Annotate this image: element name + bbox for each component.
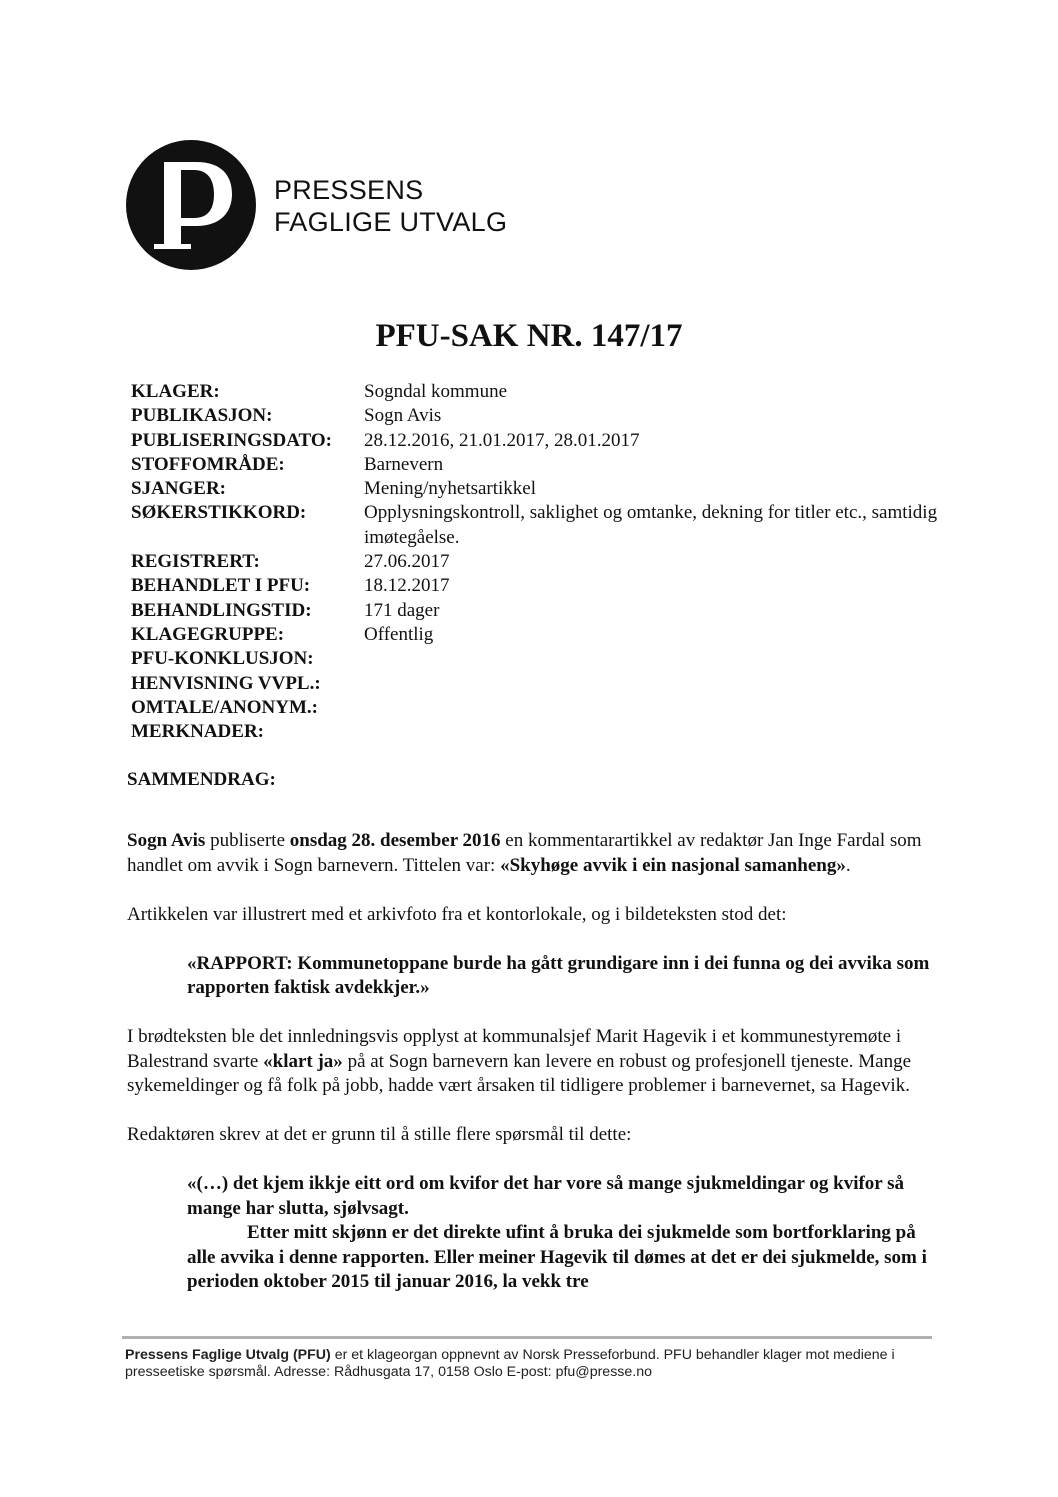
quote-2 bbox=[187, 1172, 932, 1295]
meta-key: MERKNADER: bbox=[131, 721, 264, 743]
footer-org: Pressens Faglige Utvalg (PFU) bbox=[125, 1347, 331, 1363]
quote-2-part-a: «(…) det kjem ikkje eitt ord om kvifor det har vore så mange sjukmeldingar og kvifor så mange har slutta, sjølvsagt. bbox=[187, 1173, 905, 1219]
meta-key: BEHANDLINGSTID: bbox=[131, 599, 312, 621]
paragraph-1 bbox=[127, 829, 932, 878]
bold-text: «Skyhøge avvik i ein nasjonal samanheng» bbox=[500, 854, 846, 876]
meta-row-henvisning bbox=[131, 672, 951, 696]
paragraph-4: Redaktøren skrev at det er grunn til å stille flere spørsmål til dette: bbox=[127, 1124, 632, 1145]
meta-key: BEHANDLET I PFU: bbox=[131, 575, 311, 597]
meta-row-klager bbox=[131, 380, 951, 404]
meta-value: 27.06.2017 bbox=[364, 551, 450, 573]
logo-text bbox=[274, 174, 507, 238]
case-metadata bbox=[131, 380, 951, 744]
meta-value: 171 dager bbox=[364, 599, 440, 621]
meta-key: SJANGER: bbox=[131, 478, 227, 500]
meta-value: Sogndal kommune bbox=[364, 381, 508, 402]
text: . bbox=[845, 854, 851, 876]
meta-value: 18.12.2017 bbox=[364, 575, 450, 597]
meta-row-publiseringsdato bbox=[131, 429, 951, 453]
quote-1: «RAPPORT: Kommunetoppane burde ha gått grundigare inn i dei funna og dei avvika som rapporten faktisk avdekkjer.» bbox=[187, 952, 930, 998]
meta-value: Barnevern bbox=[364, 453, 444, 475]
logo-line2: FAGLIGE UTVALG bbox=[274, 207, 508, 237]
text: I brødteksten ble det innledningsvis opplyst at kommunalsjef Marit Hagevik i et kommunestyremøte i Balestrand svarte bbox=[127, 1026, 902, 1072]
meta-row-klagegruppe bbox=[131, 623, 951, 647]
meta-row-stoffomrade bbox=[131, 453, 951, 477]
meta-key: KLAGEGRUPPE: bbox=[131, 623, 285, 645]
meta-row-omtale bbox=[131, 696, 951, 720]
meta-value bbox=[364, 696, 951, 720]
meta-row-merknader bbox=[131, 720, 951, 744]
summary-heading-text: SAMMENDRAG: bbox=[127, 769, 276, 790]
meta-row-sokerstikkord bbox=[131, 501, 951, 550]
meta-row-behandlet bbox=[131, 574, 951, 598]
meta-key: STOFFOMRÅDE: bbox=[131, 453, 285, 475]
meta-row-behandlingstid bbox=[131, 599, 951, 623]
footer bbox=[125, 1347, 940, 1381]
text: publiserte bbox=[205, 830, 290, 851]
meta-key: REGISTRERT: bbox=[131, 551, 260, 573]
meta-value: Mening/nyhetsartikkel bbox=[364, 478, 537, 500]
paragraph-2: Artikkelen var illustrert med et arkivfoto fra et kontorlokale, og i bildeteksten stod det: bbox=[127, 903, 787, 925]
bold-text: onsdag 28. desember 2016 bbox=[289, 830, 501, 851]
bold-text: Sogn Avis bbox=[127, 830, 206, 851]
meta-value bbox=[364, 647, 951, 671]
meta-row-sjanger bbox=[131, 477, 951, 501]
meta-key: PUBLIKASJON: bbox=[131, 405, 273, 427]
meta-row-publikasjon bbox=[131, 404, 951, 428]
meta-key: OMTALE/ANONYM.: bbox=[131, 696, 318, 718]
meta-value: Opplysningskontroll, saklighet og omtanke, dekning for titler etc., samtidig imøtegåelse. bbox=[364, 502, 938, 548]
meta-value: Offentlig bbox=[364, 623, 434, 645]
meta-key: KLAGER: bbox=[131, 381, 220, 402]
text: på at Sogn barnevern kan levere en robust og profesjonell tjeneste. Mange sykemeldinger og få folk på jobb, hadde vært årsaken til tidligere problemer i barnevernet, sa Hagevik. bbox=[127, 1050, 912, 1096]
case-body bbox=[127, 768, 932, 1295]
footer-divider bbox=[122, 1336, 932, 1339]
meta-value bbox=[364, 720, 951, 744]
paragraph-3 bbox=[127, 1025, 932, 1099]
bold-text: «klart ja» bbox=[263, 1050, 343, 1072]
meta-key: PFU-KONKLUSJON: bbox=[131, 648, 314, 670]
logo-p-icon bbox=[126, 140, 256, 270]
case-title: PFU-SAK NR. 147/17 bbox=[375, 318, 683, 354]
meta-key: HENVISNING VVPL.: bbox=[131, 672, 321, 694]
meta-key: SØKERSTIKKORD: bbox=[131, 502, 307, 524]
meta-value: Sogn Avis bbox=[364, 405, 442, 427]
text: en kommentarartikkel av redaktør Jan Inge Fardal som handlet om avvik i Sogn barnevern. Tittelen var: bbox=[127, 830, 922, 876]
meta-value bbox=[364, 672, 951, 696]
meta-value: 28.12.2016, 21.01.2017, 28.01.2017 bbox=[364, 429, 640, 451]
meta-key: PUBLISERINGSDATO: bbox=[131, 429, 332, 451]
logo-line1: PRESSENS bbox=[274, 175, 424, 205]
meta-row-konklusjon bbox=[131, 647, 951, 671]
meta-row-registrert bbox=[131, 550, 951, 574]
pfu-logo bbox=[126, 140, 526, 270]
footer-text: er et klageorgan oppnevnt av Norsk Presseforbund. PFU behandler klager mot mediene i presseetiske spørsmål. Adresse: Rådhusgata 17, 0158 Oslo E-post: pfu@presse.no bbox=[125, 1347, 895, 1380]
summary-heading bbox=[127, 768, 932, 793]
quote-2-part-b: Etter mitt skjønn er det direkte ufint å bruka dei sjukmelde som bortforklaring på alle avvika i denne rapporten. Eller meiner Hagevik til dømes at det er dei sjukmelde, som i perioden oktober 2015 til januar 2016, la vekk tre bbox=[187, 1222, 927, 1292]
